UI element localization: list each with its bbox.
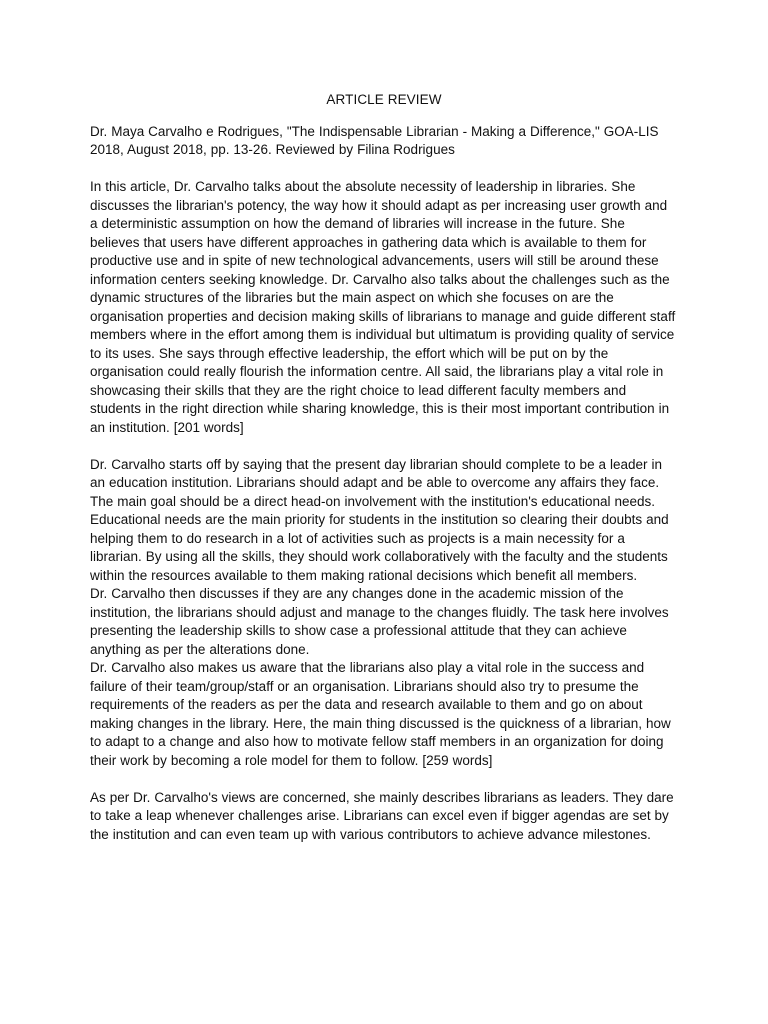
body-paragraph-1: Dr. Carvalho starts off by saying that the present day librarian should complete to be a leader in an education institution. Librarians should adapt and be able to overcome any affairs they face. The main goal should be a direct head-on involvement with the institution's educational needs. Educational needs are the main priority for students in the institution so clearing their doubts and helping them to do research in a lot of activities such as projects is a main necessity for a librarian. By using all the skills, they should work collaboratively with the faculty and the students within the resources available to them making rational decisions which benefit all members. bbox=[90, 456, 669, 583]
body-paragraph-2: Dr. Carvalho then discusses if they are any changes done in the academic mission of the institution, the librarians should adjust and manage to the changes fluidly. The task here involves presenting the leadership skills to show case a professional attitude that they can achieve anything as per the alterations done. bbox=[90, 586, 669, 657]
citation: Dr. Maya Carvalho e Rodrigues, "The Indispensable Librarian - Making a Difference," GOA-LIS 2018, August 2018, pp. 13-26. Reviewed by Filina Rodrigues bbox=[90, 123, 659, 157]
summary-paragraph: In this article, Dr. Carvalho talks about the absolute necessity of leadership in libraries. She discusses the librarian's potency, the way how it should adapt as per increasing user growth and a deterministic assumption on how the demand of libraries will increase in the future. She believes that users have different approaches in gathering data which is available to them for productive use and in spite of new technological advancements, users will still be around these information centers seeking knowledge. Dr. Carvalho also talks about the challenges such as the dynamic structures of the libraries but the main aspect on which she focuses on are the organisation properties and decision making skills of librarians to manage and guide different staff members where in the effort among them is individual but ultimatum is providing quality of service to its uses. She says through effective leadership, the effort which will be put on by the organisation could really flourish the information centre. All said, the librarians play a vital role in showcasing their skills that they are the right choice to lead different faculty members and students in the right direction while sharing knowledge, this is their most important contribution in an institution. [201 words] bbox=[90, 179, 676, 435]
paragraph-spacer bbox=[90, 437, 678, 456]
paragraph-spacer bbox=[90, 770, 678, 789]
body-paragraph-3: Dr. Carvalho also makes us aware that the librarians also play a vital role in the success and failure of their team/group/staff or an organisation. Librarians should also try to presume the requirements of the readers as per the data and research available to them and go on about making changes in the library. Here, the main thing discussed is the quickness of a librarian, how to adapt to a change and also how to motivate fellow staff members in an organization for doing their work by becoming a role model for them to follow. [259 words] bbox=[90, 660, 671, 768]
paragraph-spacer bbox=[90, 160, 678, 179]
document-page bbox=[90, 91, 678, 844]
document-title: ARTICLE REVIEW bbox=[326, 92, 442, 107]
conclusion-paragraph: As per Dr. Carvalho's views are concerned, she mainly describes librarians as leaders. They dare to take a leap whenever challenges arise. Librarians can excel even if bigger agendas are set by the institution and can even team up with various contributors to achieve advance milestones. bbox=[90, 789, 674, 842]
